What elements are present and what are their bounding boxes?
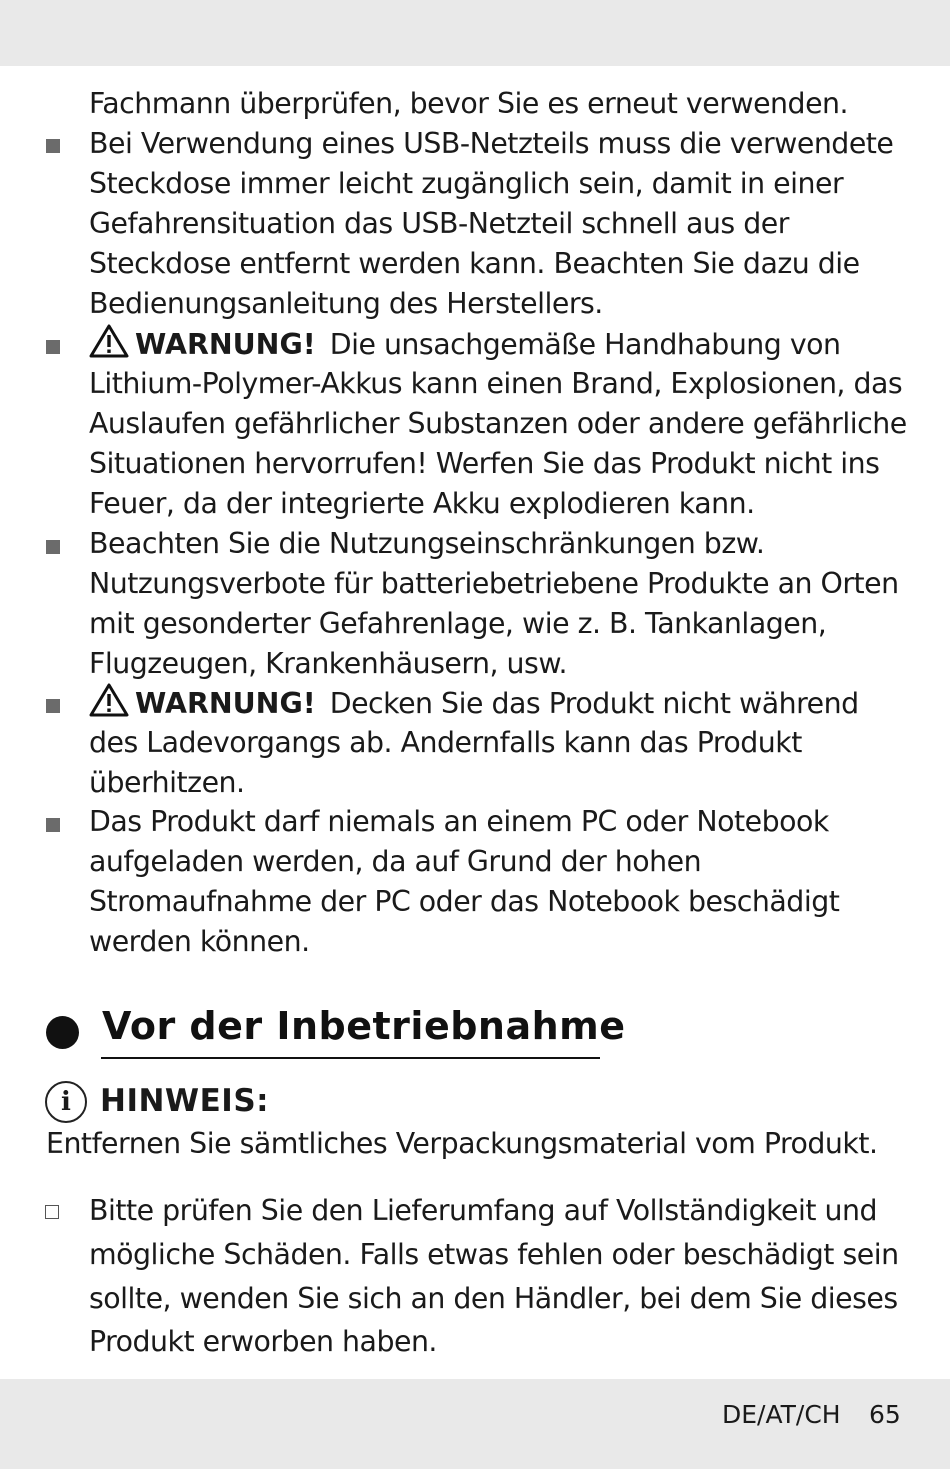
warning-label: WARNUNG! (135, 328, 316, 361)
bullet-2-line: Feuer, da der integrierte Akku explodieren kann. (89, 487, 755, 520)
bullet-1-line: Gefahrensituation das USB-Netzteil schnell aus der (89, 207, 789, 240)
bullet-1-line: Steckdose immer leicht zugänglich sein, damit in einer (89, 167, 844, 200)
section-underline (101, 1057, 600, 1059)
continuation-line: Fachmann überprüfen, bevor Sie es erneut verwenden. (89, 87, 849, 120)
step-line: Bitte prüfen Sie den Lieferumfang auf Vollständigkeit und (89, 1194, 878, 1227)
page-number: 65 (869, 1400, 901, 1429)
bullet-marker (46, 540, 60, 554)
bullet-marker (46, 139, 60, 153)
bullet-marker (46, 699, 60, 713)
note-text: Entfernen Sie sämtliches Verpackungsmaterial vom Produkt. (46, 1127, 878, 1160)
bullet-marker (46, 818, 60, 832)
section-heading: Vor der Inbetriebnahme (102, 1004, 626, 1048)
warning-triangle-icon (89, 683, 129, 717)
bullet-1-line: Bei Verwendung eines USB-Netzteils muss die verwendete (89, 127, 894, 160)
bullet-2-line: Auslaufen gefährlicher Substanzen oder andere gefährliche (89, 407, 907, 440)
warning-label: WARNUNG! (135, 687, 316, 720)
step-checkbox (45, 1205, 59, 1219)
bullet-5-line: werden können. (89, 925, 310, 958)
bullet-3-line: mit gesonderter Gefahrenlage, wie z. B. Tankanlagen, (89, 607, 827, 640)
bullet-2-line: Situationen hervorrufen! Werfen Sie das Produkt nicht ins (89, 447, 880, 480)
warning-triangle-icon (89, 324, 129, 358)
note-label: HINWEIS: (100, 1083, 270, 1119)
section-bullet-dot (46, 1016, 79, 1049)
bullet-5-line: aufgeladen werden, da auf Grund der hohen (89, 845, 702, 878)
top-margin-band (0, 0, 950, 66)
bullet-2-line: Die unsachgemäße Handhabung von (329, 328, 841, 361)
step-line: Produkt erworben haben. (89, 1325, 437, 1358)
bullet-4-line: Decken Sie das Produkt nicht während (329, 687, 859, 720)
info-icon: i (45, 1081, 87, 1123)
step-line: sollte, wenden Sie sich an den Händler, bei dem Sie dieses (89, 1282, 898, 1315)
bullet-5-line: Stromaufnahme der PC oder das Notebook beschädigt (89, 885, 840, 918)
bullet-3-line: Flugzeugen, Krankenhäusern, usw. (89, 647, 567, 680)
step-line: mögliche Schäden. Falls etwas fehlen oder beschädigt sein (89, 1238, 899, 1271)
footer-region-label: DE/AT/CH (722, 1400, 841, 1429)
bullet-3-line: Nutzungsverbote für batteriebetriebene Produkte an Orten (89, 567, 899, 600)
bullet-2-line: Lithium-Polymer-Akkus kann einen Brand, Explosionen, das (89, 367, 903, 400)
bullet-4-line: überhitzen. (89, 766, 245, 799)
bullet-4-line: des Ladevorgangs ab. Andernfalls kann das Produkt (89, 726, 802, 759)
bullet-2-first-line (89, 324, 841, 365)
bullet-5-line: Das Produkt darf niemals an einem PC oder Notebook (89, 805, 829, 838)
bullet-1-line: Bedienungsanleitung des Herstellers. (89, 287, 603, 320)
bullet-4-first-line (89, 683, 859, 724)
bullet-marker (46, 340, 60, 354)
bullet-1-line: Steckdose entfernt werden kann. Beachten Sie dazu die (89, 247, 860, 280)
bullet-3-line: Beachten Sie die Nutzungseinschränkungen bzw. (89, 527, 765, 560)
